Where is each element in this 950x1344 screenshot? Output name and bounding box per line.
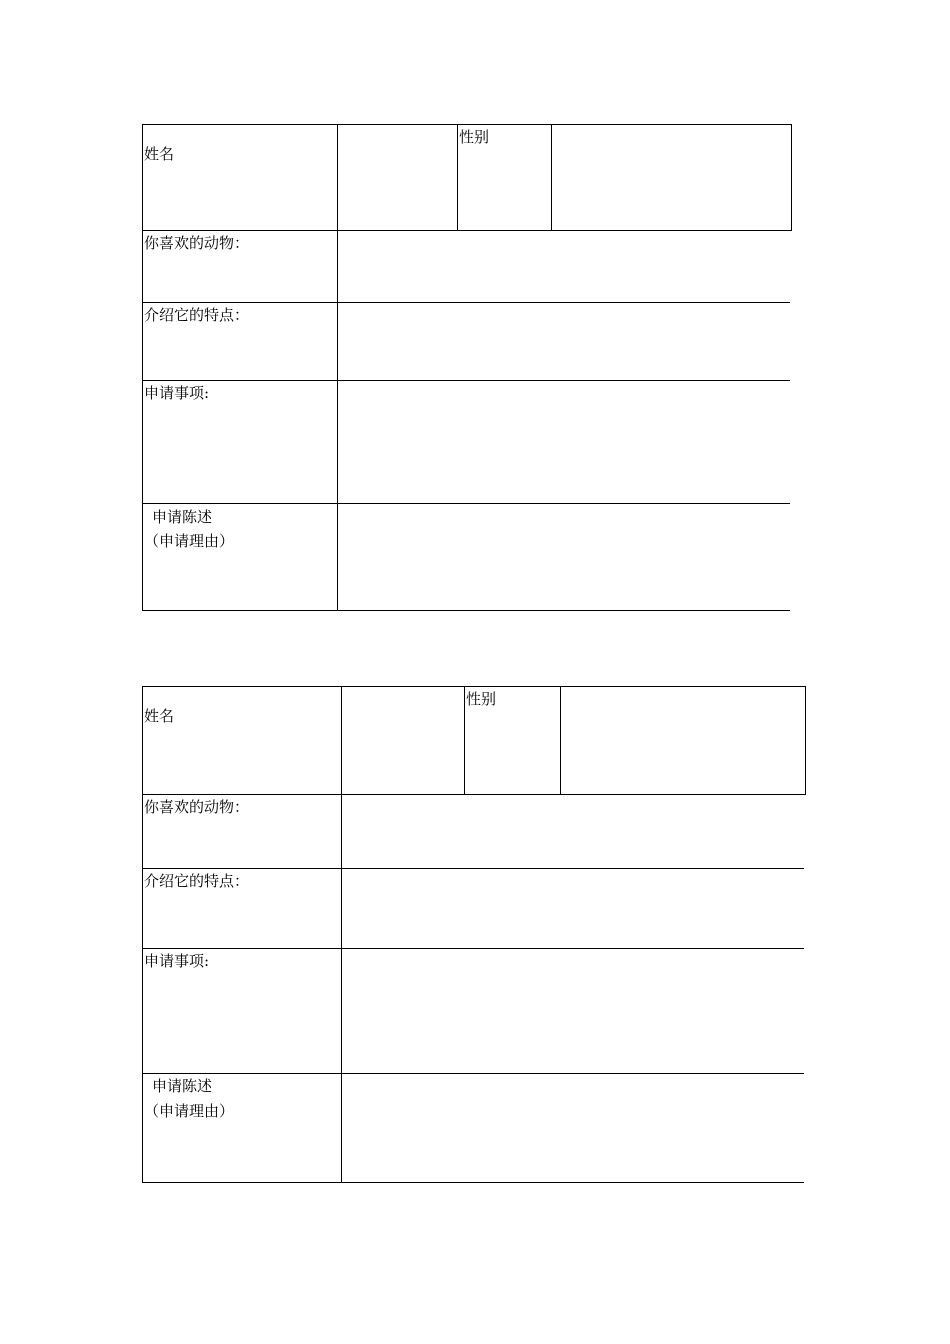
features-label: 介绍它的特点： xyxy=(144,306,250,324)
favorite-animal-field[interactable] xyxy=(342,795,804,868)
table-border-right xyxy=(791,124,792,231)
gender-field[interactable] xyxy=(561,687,805,794)
statement-field[interactable] xyxy=(342,1074,804,1182)
table-border-bottom xyxy=(142,1182,804,1183)
favorite-animal-field[interactable] xyxy=(338,231,790,302)
statement-label: 申请陈述 xyxy=(152,1077,213,1095)
table-column-divider xyxy=(457,124,458,231)
request-items-label: 申请事项: xyxy=(144,384,210,402)
gender-label: 性别 xyxy=(459,128,490,146)
statement-label: 申请陈述 xyxy=(152,508,213,526)
statement-sublabel: （申请理由） xyxy=(144,1102,235,1120)
name-field[interactable] xyxy=(342,687,464,794)
features-label: 介绍它的特点： xyxy=(144,872,250,890)
statement-sublabel: （申请理由） xyxy=(144,532,235,550)
name-label: 姓名 xyxy=(144,145,175,163)
statement-field[interactable] xyxy=(338,504,790,610)
request-items-label: 申请事项: xyxy=(144,952,210,970)
request-items-field[interactable] xyxy=(338,381,790,503)
name-field[interactable] xyxy=(338,125,457,230)
application-form-1 xyxy=(142,124,792,612)
table-border-right xyxy=(805,686,806,795)
request-items-field[interactable] xyxy=(342,949,804,1073)
name-label: 姓名 xyxy=(144,707,175,725)
gender-field[interactable] xyxy=(552,125,791,230)
application-form-2 xyxy=(142,686,806,1184)
table-column-divider xyxy=(464,686,465,795)
table-border-left xyxy=(142,686,143,1183)
table-border-bottom xyxy=(142,610,790,611)
table-border-left xyxy=(142,124,143,611)
features-field[interactable] xyxy=(342,869,804,948)
favorite-animal-label: 你喜欢的动物： xyxy=(144,798,250,816)
favorite-animal-label: 你喜欢的动物： xyxy=(144,234,250,252)
features-field[interactable] xyxy=(338,303,790,380)
gender-label: 性别 xyxy=(466,690,497,708)
